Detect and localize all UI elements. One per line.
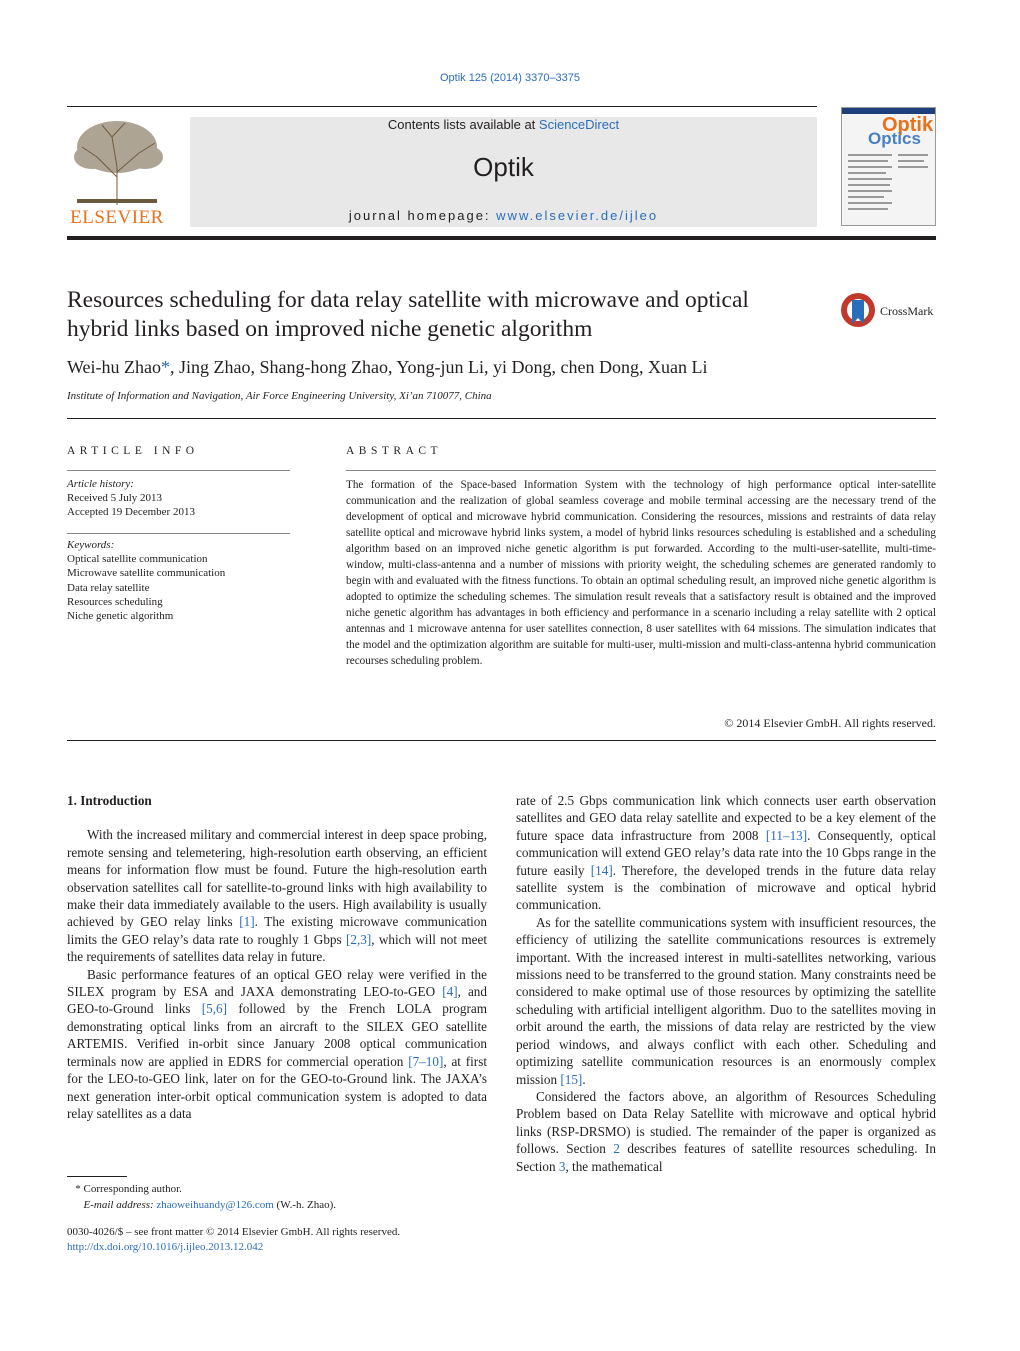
crossmark-badge[interactable] xyxy=(840,290,940,330)
email-label: E-mail address: xyxy=(83,1199,157,1211)
cover-title-optik: Optik xyxy=(882,114,934,136)
copyright-line: © 2014 Elsevier GmbH. All rights reserved. xyxy=(724,716,936,730)
text-run: , at first for the LEO-to-GEO link, later on for the GEO-to-Ground link. The JAXA’s next generation inter-orbit optical communication system is adopted to data relay satellites as a data xyxy=(67,1053,487,1121)
article-info-rule xyxy=(67,470,290,471)
text-run: Considered the factors above, an algorithm of Resources Scheduling Problem based on Data Relay Satellite with microwave and optical hybrid links (RSP-DRSMO) is studied. The remainder of the paper is organized as follows. Section xyxy=(516,1088,936,1157)
keyword-item: Data relay satellite xyxy=(67,581,150,594)
email-suffix: (W.-h. Zhao). xyxy=(273,1199,336,1211)
tree-icon xyxy=(67,117,167,207)
citation-link[interactable]: [14] xyxy=(590,862,613,878)
first-author: Wei-hu Zhao xyxy=(67,357,162,377)
email-link[interactable]: zhaoweihuandy@126.com xyxy=(156,1199,274,1211)
article-title: Resources scheduling for data relay satellite with microwave and optical hybrid links based on improved niche genetic algorithm xyxy=(67,287,749,342)
sciencedirect-link[interactable]: ScienceDirect xyxy=(538,117,620,132)
text-run: Basic performance features of an optical GEO relay were verified in the SILEX program by ESA and JAXA demonstrating LEO-to-GEO xyxy=(67,966,487,1000)
issn-block xyxy=(67,1225,487,1255)
text-run: , which will not meet the requirements of satellites data relay in future. xyxy=(67,931,487,965)
contents-prefix: Contents lists available at xyxy=(387,117,539,132)
text-run: . Consequently, optical communication will extend GEO relay’s data rate into the 10 Gbps range in the future easily xyxy=(516,827,937,878)
email-note xyxy=(67,1197,487,1213)
affiliation: Institute of Information and Navigation, Air Force Engineering University, Xi’an 710077, China xyxy=(67,390,492,402)
homepage-prefix: journal homepage: xyxy=(348,208,497,223)
text-run: rate of 2.5 Gbps communication link which connects user earth observation satellites and GEO data relay satellite and expected to be a key element of the future space data infrastructure from 2008 xyxy=(516,793,936,843)
homepage-link[interactable]: www.elsevier.de/ijleo xyxy=(496,208,659,223)
paragraph xyxy=(516,914,936,1088)
section-heading-introduction: 1. Introduction xyxy=(67,793,152,808)
contents-line xyxy=(190,117,817,132)
abstract-heading: ABSTRACT xyxy=(346,445,443,457)
citation-link[interactable]: [15] xyxy=(560,1071,583,1087)
accepted-date: Accepted 19 December 2013 xyxy=(67,506,195,519)
paragraph xyxy=(516,792,936,914)
text-run: . Therefore, the developed trends in the future data relay satellite system is the combination of microwave and optical hybrid communication. xyxy=(516,862,936,913)
paragraph xyxy=(67,826,487,965)
corresponding-author-note xyxy=(67,1181,487,1197)
text-run: , and GEO-to-Ground links xyxy=(67,984,487,1017)
section-link[interactable]: 2 xyxy=(613,1141,620,1157)
keyword-item: Resources scheduling xyxy=(67,595,163,608)
keyword-item: Microwave satellite communication xyxy=(67,567,226,580)
received-date: Received 5 July 2013 xyxy=(67,492,163,505)
keyword-item: Niche genetic algorithm xyxy=(67,610,174,623)
abstract-text: The formation of the Space-based Information System with the technology of high performance optical inter-satellite communication and the realization of global seamless coverage and mobile terminal accessing are the necessary trend of the development of optical and microwave hybrid communication. Considering the resources, missions and restraints of data relay satellite optical and microwave hybrid links system, a model of hybrid links resources scheduling is established and a scheduling algorithm based on an improved niche genetic algorithm is put forwarded. According to the multi-user-satellite, multi-time-window, multi-class-antenna and a number of missions with priority weight, the scheduling schemes are generated randomly to begin with and evaluated with the fitness functions. To obtain an optimal scheduling result, an improved niche genetic algorithm is adopted to optimize the scheduling schemes. The simulation result reveals that a satisfactory result is obtained and the improved niche genetic algorithm has advantages in both efficiency and performance in a scenario including a relay satellite with 2 optical antennas and 1 microwave antenna for user satellites connection, 8 user satellites with 64 missions. The simulation indicates that the model and the optimization algorithm are suitable for multi-user, multi-mission and multi-class-antenna hybrid communication recourses scheduling problem. xyxy=(346,479,936,667)
top-rule xyxy=(67,106,817,107)
text-run: . The existing microwave communication limits the GEO relay’s data rate to roughly 1 Gbps xyxy=(67,914,487,947)
cover-image xyxy=(842,108,935,225)
journal-name: Optik xyxy=(473,152,534,182)
journal-homepage-line xyxy=(190,208,817,223)
paragraph xyxy=(67,966,487,1123)
affiliation-rule xyxy=(67,418,936,419)
text-run: describes features of satellite resources scheduling. In Section xyxy=(516,1141,937,1174)
text-run: With the increased military and commercial interest in deep space probing, remote sensing and telemetering, high-resolution earth observing, an efficient means for information flow must be found. Future the high-resolution earth observation satellites call for satellite-to-ground links with high availability to make their data immediately available to the users. High availability is usually achieved by GEO relay links xyxy=(67,827,487,930)
history-label: Article history: xyxy=(67,478,134,490)
abstract-end-rule xyxy=(67,740,936,741)
section-link[interactable]: 3 xyxy=(558,1158,566,1174)
paragraph xyxy=(516,1088,936,1175)
body-column-left xyxy=(67,792,487,1122)
other-authors: , Jing Zhao, Shang-hong Zhao, Yong-jun Li, yi Dong, chen Dong, Xuan Li xyxy=(170,357,708,377)
body-column-right xyxy=(516,792,936,1175)
footnote-rule xyxy=(67,1176,127,1177)
article-info-heading: ARTICLE INFO xyxy=(67,445,199,457)
text-run: , the mathematical xyxy=(565,1158,663,1174)
keywords-rule xyxy=(67,533,290,534)
author-list xyxy=(67,357,827,378)
citation-link[interactable]: [11–13] xyxy=(765,827,808,843)
keyword-item: Optical satellite communication xyxy=(67,553,208,566)
citation-link[interactable]: [4] xyxy=(442,984,458,1000)
journal-reference[interactable]: Optik 125 (2014) 3370–3375 xyxy=(439,72,581,84)
citation-link[interactable]: [2,3] xyxy=(345,931,372,947)
footnote xyxy=(67,1181,487,1213)
crossmark-icon xyxy=(840,290,940,330)
footnote-star: * xyxy=(75,1183,81,1195)
citation-link[interactable]: [7–10] xyxy=(408,1053,444,1069)
text-run: As for the satellite communications system with insufficient resources, the efficiency of utilizing the satellite communications resources is extremely important. With the increased interest in multi-satellites networking, various missions need to be transferred to the ground station. Many constraints need be considered to make optimal use of those resources by optimizing the satellite scheduling with artificial intelligent algorithm. Duo to the satellites moving in orbit around the earth, the missions of data relay are restricted by the view period windows, and always conflict with each other. Scheduling and optimizing satellite communication resources is an enormously complex mission xyxy=(516,914,936,1087)
corresponding-text: Corresponding author. xyxy=(80,1183,182,1195)
text-run: followed by the French LOLA program demonstrating optical links from an aircraft to the SILEX GEO satellite ARTEMIS. Verified in-orbit since January 2008 optical communication terminals now are applied in EDRS for commercial operation xyxy=(67,1001,487,1069)
journal-cover-thumbnail[interactable] xyxy=(841,107,936,226)
keywords-block xyxy=(67,538,290,623)
keywords-label: Keywords: xyxy=(67,539,115,551)
abstract-rule xyxy=(346,470,936,471)
citation-link[interactable]: [5,6] xyxy=(201,1001,228,1017)
issn-line: 0030-4026/$ – see front matter © 2014 Elsevier GmbH. All rights reserved. xyxy=(67,1226,401,1238)
citation-link[interactable]: [1] xyxy=(239,914,255,930)
article-history xyxy=(67,477,290,520)
doi-link[interactable]: http://dx.doi.org/10.1016/j.ijleo.2013.12.042 xyxy=(67,1241,264,1253)
corresponding-author-marker[interactable]: * xyxy=(161,357,171,377)
crossmark-label: CrossMark xyxy=(880,304,934,318)
cover-title-optics: Optics xyxy=(868,129,921,148)
publisher-name: ELSEVIER xyxy=(70,207,164,228)
text-run: . xyxy=(582,1071,586,1087)
header-thick-rule xyxy=(67,236,936,240)
